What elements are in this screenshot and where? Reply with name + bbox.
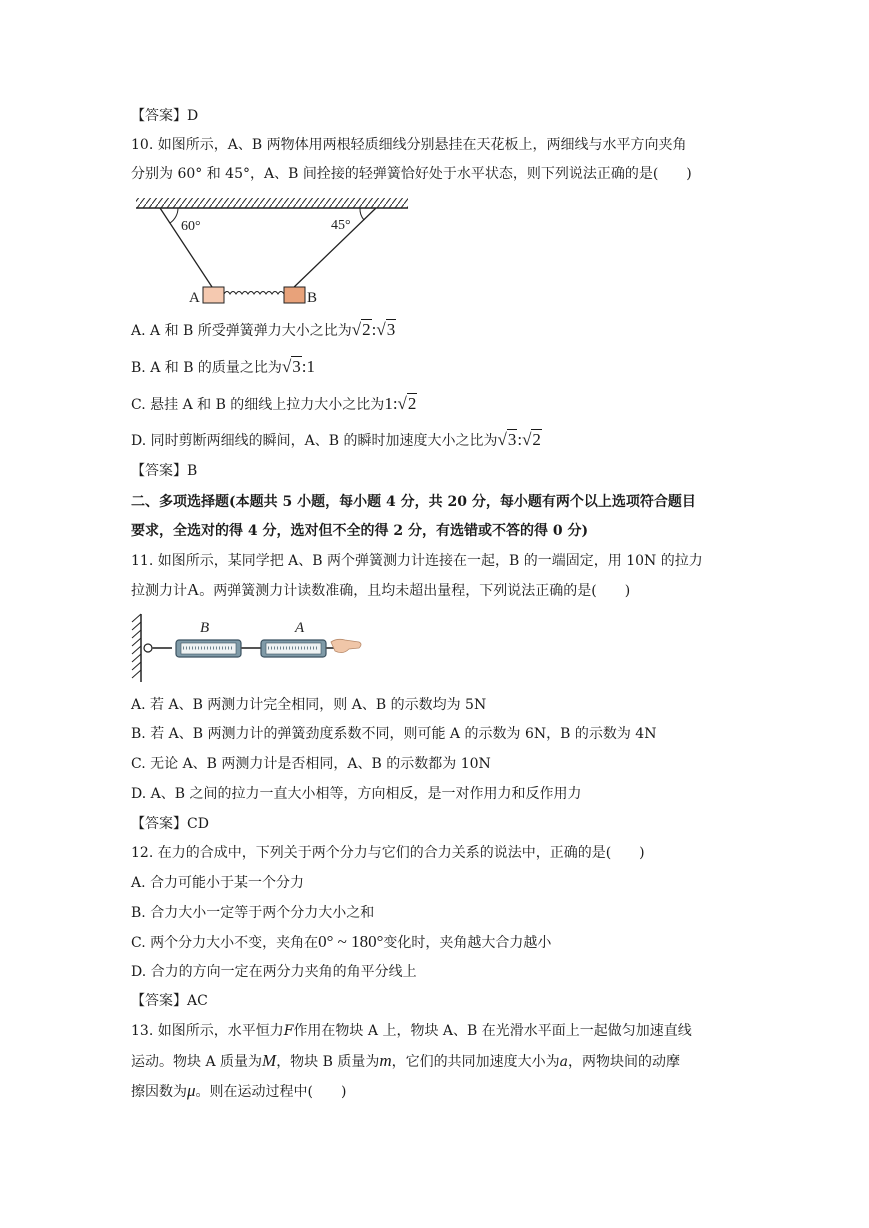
block-a-label: A xyxy=(189,290,200,306)
q10-option-b-math: √3:1 xyxy=(281,357,316,376)
q13-stem-line2-b: ，物块 B 质量为 xyxy=(276,1054,380,1070)
q13-stem-line3 xyxy=(131,1081,346,1102)
block-b xyxy=(284,287,305,303)
block-a xyxy=(203,287,224,303)
q10-figure xyxy=(134,196,414,308)
q12-option-d: D. 合力的方向一定在两分力夹角的角平分线上 xyxy=(131,964,417,980)
angle-left-label: 60° xyxy=(181,219,201,234)
q10-option-c xyxy=(131,394,417,415)
q13-force-symbol: F xyxy=(283,1023,294,1039)
q12-option-c-math: 0° ~ 180° xyxy=(318,932,384,951)
hand xyxy=(331,639,361,652)
q13-stem-line1-suffix: 作用在物块 A 上，物块 A、B 在光滑水平面上一起做匀加速直线 xyxy=(293,1023,692,1039)
wall-hatch xyxy=(132,614,141,678)
q10-option-a-text: A. A 和 B 所受弹簧弹力大小之比为 xyxy=(131,323,352,339)
q11-stem-line2-math: A xyxy=(187,580,200,599)
hook xyxy=(144,644,152,652)
q10-option-d xyxy=(131,430,542,451)
q10-option-d-text: D. 同时剪断两细线的瞬间，A、B 的瞬时加速度大小之比为 xyxy=(131,433,498,449)
q10-answer: 【答案】B xyxy=(131,463,198,479)
q12-answer: 【答案】AC xyxy=(131,993,208,1009)
q11-stem-line2-prefix: 拉测力计 xyxy=(131,583,187,599)
section2-heading-line1: 二、多项选择题(本题共 5 小题，每小题 4 分，共 20 分，每小题有两个以上选项符合题目 xyxy=(131,494,696,510)
q10-option-b-text: B. A 和 B 的质量之比为 xyxy=(131,360,282,376)
q13-stem-line3-a: 擦因数为 xyxy=(131,1084,187,1100)
q10-option-d-math: √3:√2 xyxy=(497,430,541,449)
q13-accel-symbol: a xyxy=(559,1054,569,1070)
q13-mass-b-symbol: m xyxy=(379,1051,392,1070)
q11-figure xyxy=(130,612,362,684)
q12-option-c-prefix: C. 两个分力大小不变，夹角在 xyxy=(131,935,319,951)
q13-stem-line3-b: 。则在运动过程中( ) xyxy=(195,1084,347,1100)
q9-answer: 【答案】D xyxy=(131,108,199,124)
q13-stem-line2-a: 运动。物块 A 质量为 xyxy=(131,1054,263,1070)
scale-a-label: A xyxy=(295,620,305,636)
q13-mu-symbol: μ xyxy=(187,1081,196,1100)
ceiling-hatch xyxy=(136,198,408,208)
scale-b-label: B xyxy=(200,620,210,636)
q13-mass-a-symbol: M xyxy=(262,1051,277,1070)
q10-stem-line1: 10. 如图所示，A、B 两物体用两根轻质细线分别悬挂在天花板上，两细线与水平方向夹角 xyxy=(131,137,687,153)
q10-option-c-text: C. 悬挂 A 和 B 的细线上拉力大小之比为 xyxy=(131,397,385,413)
q11-stem-line2-suffix: 。两弹簧测力计读数准确，且均未超出量程，下列说法正确的是( ) xyxy=(199,583,631,599)
section2-heading-line2: 要求，全选对的得 4 分，选对但不全的得 2 分，有选错或不答的得 0 分) xyxy=(131,523,589,539)
q13-stem-line2 xyxy=(131,1051,680,1072)
q10-option-c-math: 1:√2 xyxy=(384,394,417,413)
q10-option-a xyxy=(131,320,396,341)
q11-option-b: B. 若 A、B 两测力计的弹簧劲度系数不同，则可能 A 的示数为 6N，B 的示数为 4N xyxy=(131,726,657,742)
q12-option-b: B. 合力大小一定等于两个分力大小之和 xyxy=(131,905,375,921)
q12-option-c xyxy=(131,932,551,953)
q12-option-a: A. 合力可能小于某一个分力 xyxy=(131,875,305,891)
q12-stem: 12. 在力的合成中，下列关于两个分力与它们的合力关系的说法中，正确的是( ) xyxy=(131,845,645,861)
q11-answer: 【答案】CD xyxy=(131,816,209,832)
q10-option-b xyxy=(131,357,315,378)
q12-option-c-suffix: 变化时，夹角越大合力越小 xyxy=(383,935,552,951)
q11-option-c: C. 无论 A、B 两测力计是否相同，A、B 的示数都为 10N xyxy=(131,756,491,772)
q11-option-a: A. 若 A、B 两测力计完全相同，则 A、B 的示数均为 5N xyxy=(131,697,487,713)
q10-option-a-math: √2:√3 xyxy=(351,320,396,339)
q10-stem-line2: 分别为 60° 和 45°，A、B 间拴接的轻弹簧恰好处于水平状态，则下列说法正确的是( ) xyxy=(131,166,692,182)
angle-arc-right xyxy=(360,208,364,220)
block-b-label: B xyxy=(307,290,318,306)
q11-stem-line2 xyxy=(131,580,630,601)
angle-arc-left xyxy=(170,208,178,223)
q11-option-d: D. A、B 之间的拉力一直大小相等，方向相反，是一对作用力和反作用力 xyxy=(131,786,582,802)
q11-stem-line1: 11. 如图所示，某同学把 A、B 两个弹簧测力计连接在一起，B 的一端固定，用 10N 的拉力 xyxy=(131,553,703,569)
q13-stem-line1 xyxy=(131,1021,692,1041)
q13-stem-line2-c: ，它们的共同加速度大小为 xyxy=(391,1054,560,1070)
spring xyxy=(224,292,284,295)
q13-stem-line2-d: ，两物块间的动摩 xyxy=(568,1054,681,1070)
angle-right-label: 45° xyxy=(331,218,351,233)
q13-stem-line1-prefix: 13. 如图所示，水平恒力 xyxy=(131,1023,284,1039)
